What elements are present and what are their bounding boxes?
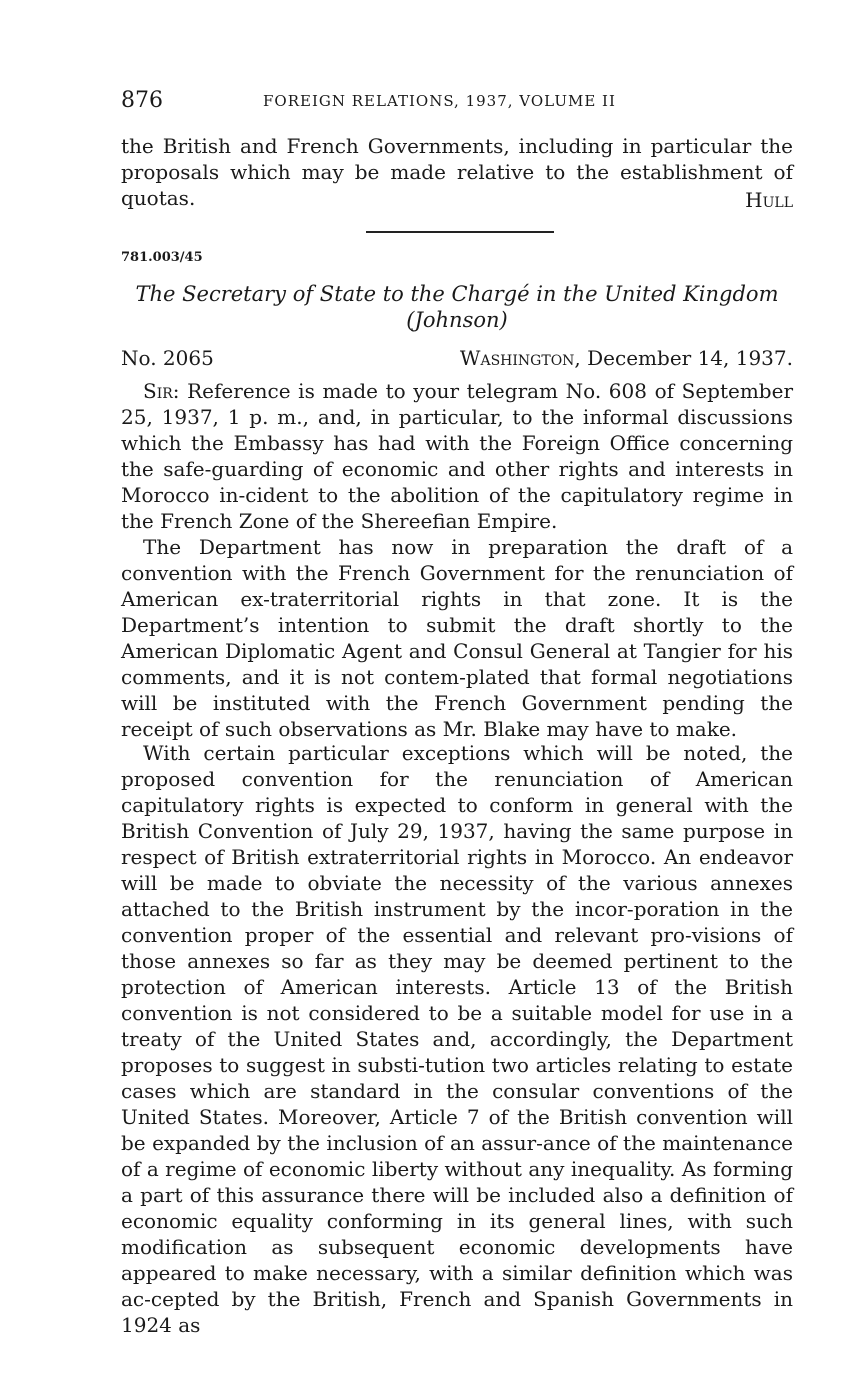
document-title-line2: (Johnson) xyxy=(406,308,508,332)
place: Washington, xyxy=(459,346,581,370)
document-number: No. 2065 xyxy=(121,346,214,370)
section-divider xyxy=(366,231,554,233)
paragraph-1 xyxy=(121,378,793,534)
running-head: FOREIGN RELATIONS, 1937, VOLUME II xyxy=(263,92,616,110)
previous-document-closing: the British and French Governments, including in particular the proposals which may be made relative to the establishment of quotas. xyxy=(121,134,793,210)
document-title xyxy=(121,281,793,333)
page-header xyxy=(121,88,793,118)
paragraph-3: With certain particular exceptions which will be noted, the proposed convention for the renunciation of American capitulatory rights is expected to conform in general with the British Convention of July 29, 1937, having the same purpose in respect of British extraterritorial rights in Morocco. An endeavor will be made to obviate the necessity of the various annexes attached to the British instrument by the incor-poration in the convention proper of the essential and relevant pro-visions of those annexes so far as they may be deemed pertinent to the protection of American interests. Article 13 of the British convention is not considered to be a suitable model for use in a treaty of the United States and, accordingly, the Department proposes to suggest in substi-tution two articles relating to estate cases which are standard in the consular conventions of the United States. Moreover, Article 7 of the British convention will be expanded by the inclusion of an assur-ance of the maintenance of a regime of economic liberty without any inequality. As forming a part of this assurance there will be included also a definition of economic equality conforming in its general lines, with such modification as subsequent economic developments have appeared to make necessary, with a similar definition which was ac-cepted by the British, French and Spanish Governments in 1924 as xyxy=(121,741,793,1337)
page-number: 876 xyxy=(121,88,163,113)
dateline xyxy=(121,346,793,374)
date: December 14, 1937. xyxy=(587,346,793,370)
salutation: Sir: xyxy=(143,379,180,403)
file-number: 781.003/45 xyxy=(121,250,203,265)
paragraph-1-text: Reference is made to your telegram No. 608 of September 25, 1937, 1 p. m., and, in particular, to the informal discussions which the Embassy has had with the Foreign Office concerning the safe-guarding of economic and other rights and interests in Morocco in-cident to the abolition of the capitulatory regime in the French Zone of the Shereefian Empire. xyxy=(121,379,793,533)
paragraph-2: The Department has now in preparation the draft of a convention with the French Government for the renunciation of American ex-traterritorial rights in that zone. It is the Department’s intention to submit the draft shortly to the American Diplomatic Agent and Consul General at Tangier for his comments, and it is not contem-plated that formal negotiations will be instituted with the French Government pending the receipt of such observations as Mr. Blake may have to make. xyxy=(121,535,793,741)
place-and-date xyxy=(460,346,793,370)
document-title-line1: The Secretary of State to the Chargé in the United Kingdom xyxy=(135,282,779,306)
signature: Hull xyxy=(745,188,793,212)
